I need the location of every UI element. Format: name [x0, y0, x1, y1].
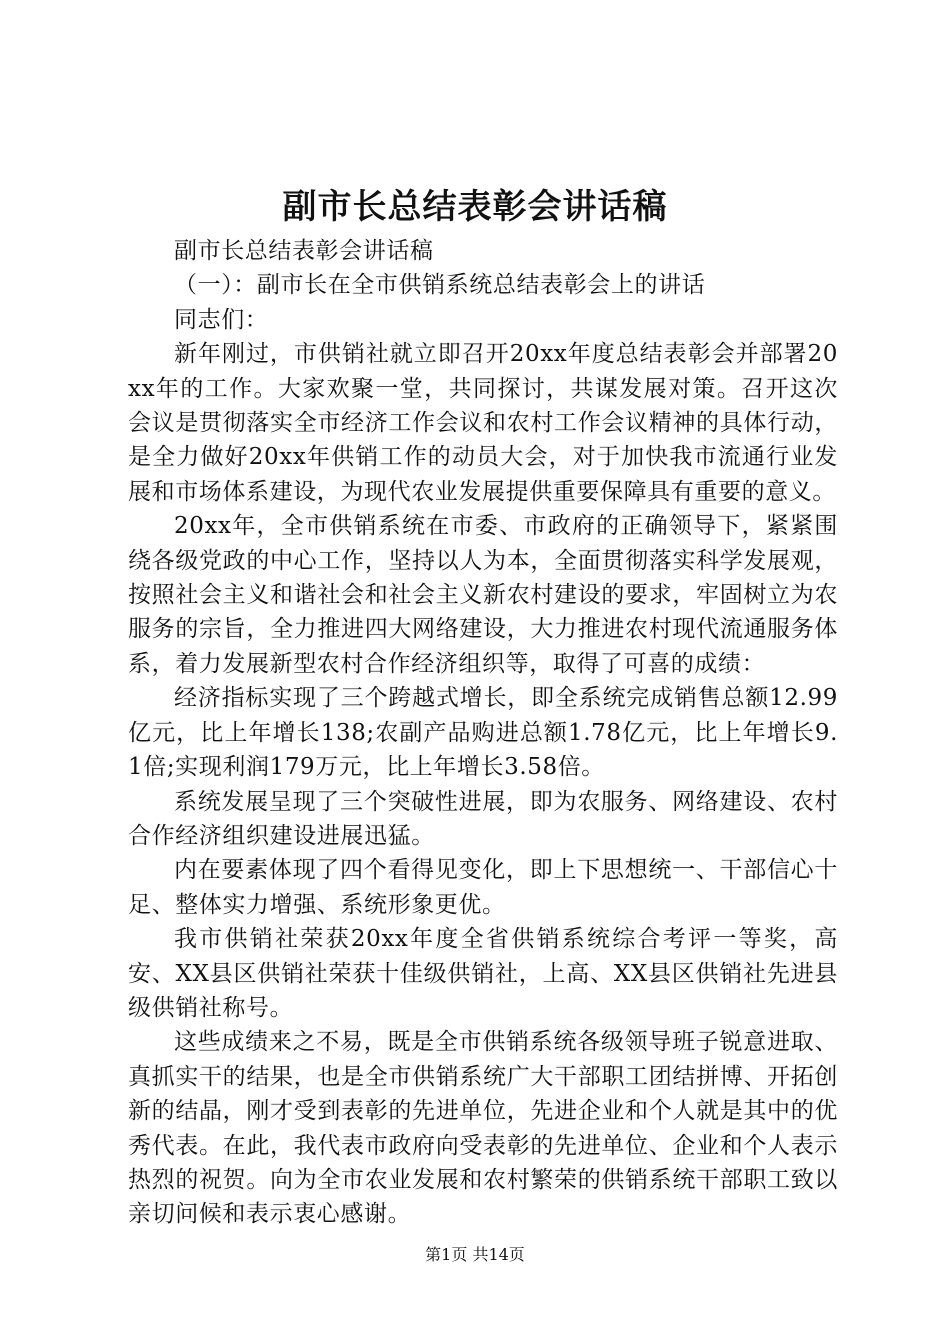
- page-footer: 第1页 共14页: [425, 1245, 525, 1264]
- paragraph-body: 20xx年，全市供销系统在市委、市政府的正确领导下，紧紧围绕各级党政的中心工作，坚持以人为本，全面贯彻落实科学发展观，按照社会主义和谐社会和社会主义新农村建设的要求，牢固树立为农服务的宗旨，全力推进四大网络建设，大力推进农村现代流通服务体系，着力发展新型农村合作经济组织等，取得了可喜的成绩：: [128, 513, 838, 677]
- paragraph-body: 内在要素体现了四个看得见变化，即上下思想统一、干部信心十足、整体实力增强、系统形象更优。: [128, 857, 838, 918]
- paragraph-body: 新年刚过，市供销社就立即召开20xx年度总结表彰会并部署20xx年的工作。大家欢聚一堂，共同探讨，共谋发展对策。召开这次会议是贯彻落实全市经济工作会议和农村工作会议精神的具体行动，是全力做好20xx年供销工作的动员大会，对于加快我市流通行业发展和市场体系建设，为现代农业发展提供重要保障具有重要的意义。: [128, 341, 838, 505]
- document-body: [128, 234, 838, 1232]
- paragraph-subtitle: 副市长总结表彰会讲话稿: [174, 238, 434, 264]
- paragraph-body: 这些成绩来之不易，既是全市供销系统各级领导班子锐意进取、真抓实干的结果，也是全市供销系统广大干部职工团结拼博、开拓创新的结晶，刚才受到表彰的先进单位，先进企业和个人就是其中的优秀代表。在此，我代表市政府向受表彰的先进单位、企业和个人表示热烈的祝贺。向为全市农业发展和农村繁荣的供销系统干部职工致以亲切问候和表示衷心感谢。: [128, 1029, 838, 1228]
- document-title: 副市长总结表彰会讲话稿: [282, 187, 668, 227]
- paragraph-section-heading: （一）：副市长在全市供销系统总结表彰会上的讲话: [174, 272, 706, 299]
- paragraph-body: 系统发展呈现了三个突破性进展，即为农服务、网络建设、农村合作经济组织建设进展迅猛。: [128, 788, 838, 849]
- paragraph-body: 经济指标实现了三个跨越式增长，即全系统完成销售总额12.99亿元，比上年增长138;农副产品购进总额1.78亿元，比上年增长9.1倍;实现利润179万元，比上年增长3.58倍。: [128, 685, 838, 781]
- paragraph-body: 我市供销社荣获20xx年度全省供销系统综合考评一等奖，高安、XX县区供销社荣获十佳级供销社，上高、XX县区供销社先进县级供销社称号。: [128, 926, 838, 1021]
- paragraph-salutation: 同志们：: [174, 306, 269, 333]
